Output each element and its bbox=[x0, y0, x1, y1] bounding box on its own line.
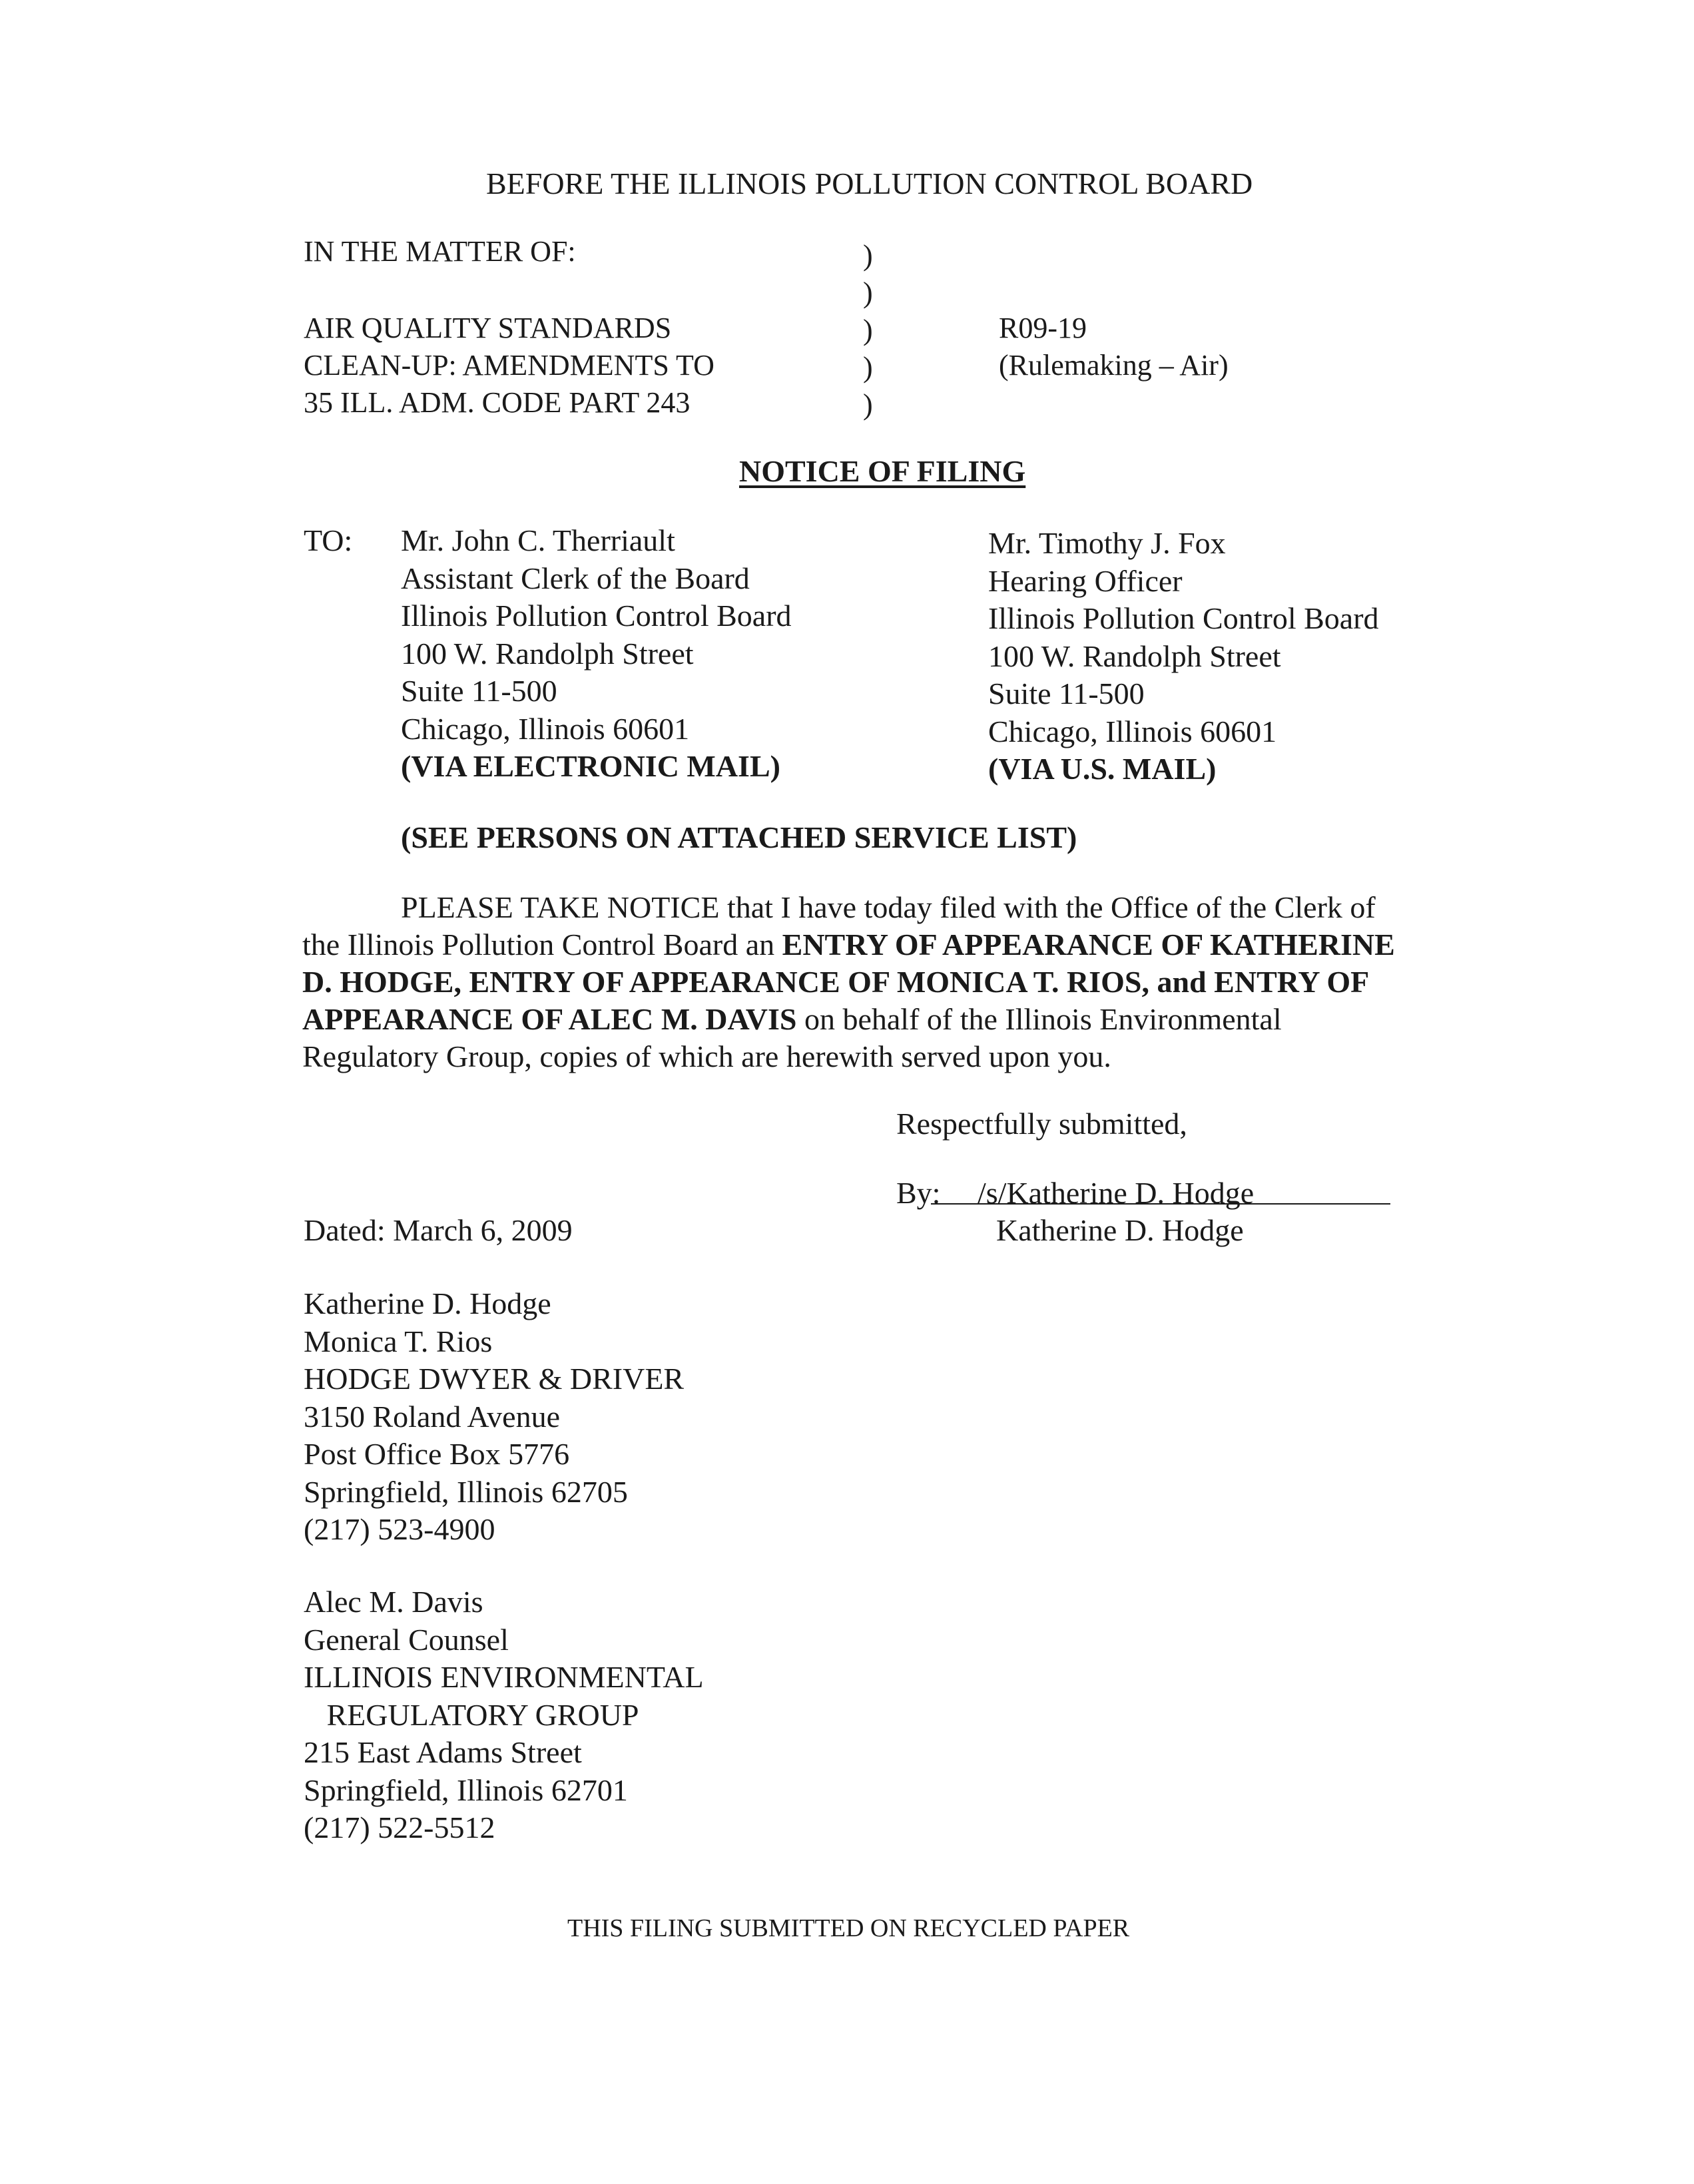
body-line bbox=[302, 963, 1494, 1001]
body-text: PLEASE TAKE NOTICE that I have today filed with the Office of the Clerk of bbox=[401, 890, 1376, 924]
counsel-line: REGULATORY GROUP bbox=[304, 1697, 639, 1732]
counsel-line: (217) 523-4900 bbox=[304, 1512, 495, 1546]
counsel-line: Katherine D. Hodge bbox=[304, 1286, 551, 1320]
notice-title: NOTICE OF FILING bbox=[739, 454, 1026, 488]
counsel-line: (217) 522-5512 bbox=[304, 1810, 495, 1844]
counsel-line: Springfield, Illinois 62701 bbox=[304, 1773, 628, 1807]
body-line bbox=[302, 1038, 1494, 1075]
recipient-right-line: Illinois Pollution Control Board bbox=[988, 601, 1379, 635]
notice-body bbox=[302, 889, 1494, 1075]
by-label: By: bbox=[896, 1176, 941, 1210]
recipient-right bbox=[988, 525, 1379, 788]
closing-text: Respectfully submitted, bbox=[896, 1107, 1187, 1141]
signer-name: Katherine D. Hodge bbox=[996, 1213, 1244, 1247]
recipient-right-method: (VIA U.S. MAIL) bbox=[988, 752, 1217, 786]
body-bold-text: ENTRY OF bbox=[1206, 965, 1370, 999]
counsel-line: Alec M. Davis bbox=[304, 1585, 483, 1619]
board-header: BEFORE THE ILLINOIS POLLUTION CONTROL BOARD bbox=[486, 166, 1253, 200]
caption-paren: ) bbox=[863, 351, 873, 384]
body-text: Regulatory Group, copies of which are herewith served upon you. bbox=[302, 1039, 1111, 1073]
caption-paren: ) bbox=[863, 276, 873, 309]
service-list-note: (SEE PERSONS ON ATTACHED SERVICE LIST) bbox=[401, 820, 1077, 854]
recipient-right-line: Hearing Officer bbox=[988, 563, 1183, 598]
caption-matter: IN THE MATTER OF: bbox=[304, 235, 576, 268]
to-label: TO: bbox=[304, 523, 353, 557]
caption-line-2: CLEAN-UP: AMENDMENTS TO bbox=[304, 349, 714, 382]
recipient-left-line: Chicago, Illinois 60601 bbox=[401, 711, 690, 746]
body-line bbox=[302, 1001, 1494, 1038]
recipient-left bbox=[401, 522, 792, 786]
counsel-line: Springfield, Illinois 62705 bbox=[304, 1474, 628, 1509]
caption-paren: ) bbox=[863, 388, 873, 421]
body-bold-text: D. HODGE, ENTRY OF APPEARANCE OF MONICA T. RIOS, bbox=[302, 965, 1157, 999]
counsel-line: ILLINOIS ENVIRONMENTAL bbox=[304, 1660, 704, 1694]
recipient-left-line: Suite 11-500 bbox=[401, 674, 557, 708]
counsel-line: Post Office Box 5776 bbox=[304, 1437, 570, 1471]
recipient-right-line: 100 W. Randolph Street bbox=[988, 639, 1281, 673]
docket-type: (Rulemaking – Air) bbox=[999, 349, 1229, 382]
recycled-paper-footer: THIS FILING SUBMITTED ON RECYCLED PAPER bbox=[567, 1914, 1130, 1942]
recipient-left-line: Mr. John C. Therriault bbox=[401, 523, 675, 557]
counsel-line: 3150 Roland Avenue bbox=[304, 1399, 560, 1434]
body-bold-text: APPEARANCE OF ALEC M. DAVIS bbox=[302, 1002, 797, 1036]
counsel-block-hodge bbox=[304, 1285, 684, 1549]
counsel-line: HODGE DWYER & DRIVER bbox=[304, 1362, 685, 1396]
body-text: the Illinois Pollution Control Board an bbox=[302, 928, 782, 961]
counsel-line: 215 East Adams Street bbox=[304, 1735, 582, 1769]
counsel-line: Monica T. Rios bbox=[304, 1324, 493, 1358]
recipient-left-line: 100 W. Randolph Street bbox=[401, 636, 694, 671]
recipient-right-line: Chicago, Illinois 60601 bbox=[988, 714, 1277, 748]
recipient-right-line: Mr. Timothy J. Fox bbox=[988, 526, 1226, 560]
body-line bbox=[302, 889, 1494, 926]
recipient-left-method: (VIA ELECTRONIC MAIL) bbox=[401, 749, 780, 783]
docket-number: R09-19 bbox=[999, 312, 1087, 344]
recipient-right-line: Suite 11-500 bbox=[988, 677, 1145, 710]
recipient-left-line: Illinois Pollution Control Board bbox=[401, 599, 792, 633]
body-line bbox=[302, 926, 1494, 963]
caption-paren: ) bbox=[863, 239, 873, 272]
counsel-block-ierg bbox=[304, 1583, 704, 1847]
caption-paren: ) bbox=[863, 314, 873, 346]
dated-line: Dated: March 6, 2009 bbox=[304, 1213, 573, 1247]
signature-text: /s/Katherine D. Hodge bbox=[978, 1176, 1255, 1210]
recipient-left-line: Assistant Clerk of the Board bbox=[401, 561, 750, 595]
caption-line-1: AIR QUALITY STANDARDS bbox=[304, 312, 672, 344]
body-bold-text: and bbox=[1157, 965, 1207, 999]
body-bold-text: ENTRY OF APPEARANCE OF KATHERINE bbox=[782, 928, 1395, 961]
counsel-line: General Counsel bbox=[304, 1622, 509, 1657]
body-text: on behalf of the Illinois Environmental bbox=[796, 1002, 1282, 1036]
caption-line-3: 35 ILL. ADM. CODE PART 243 bbox=[304, 386, 691, 419]
